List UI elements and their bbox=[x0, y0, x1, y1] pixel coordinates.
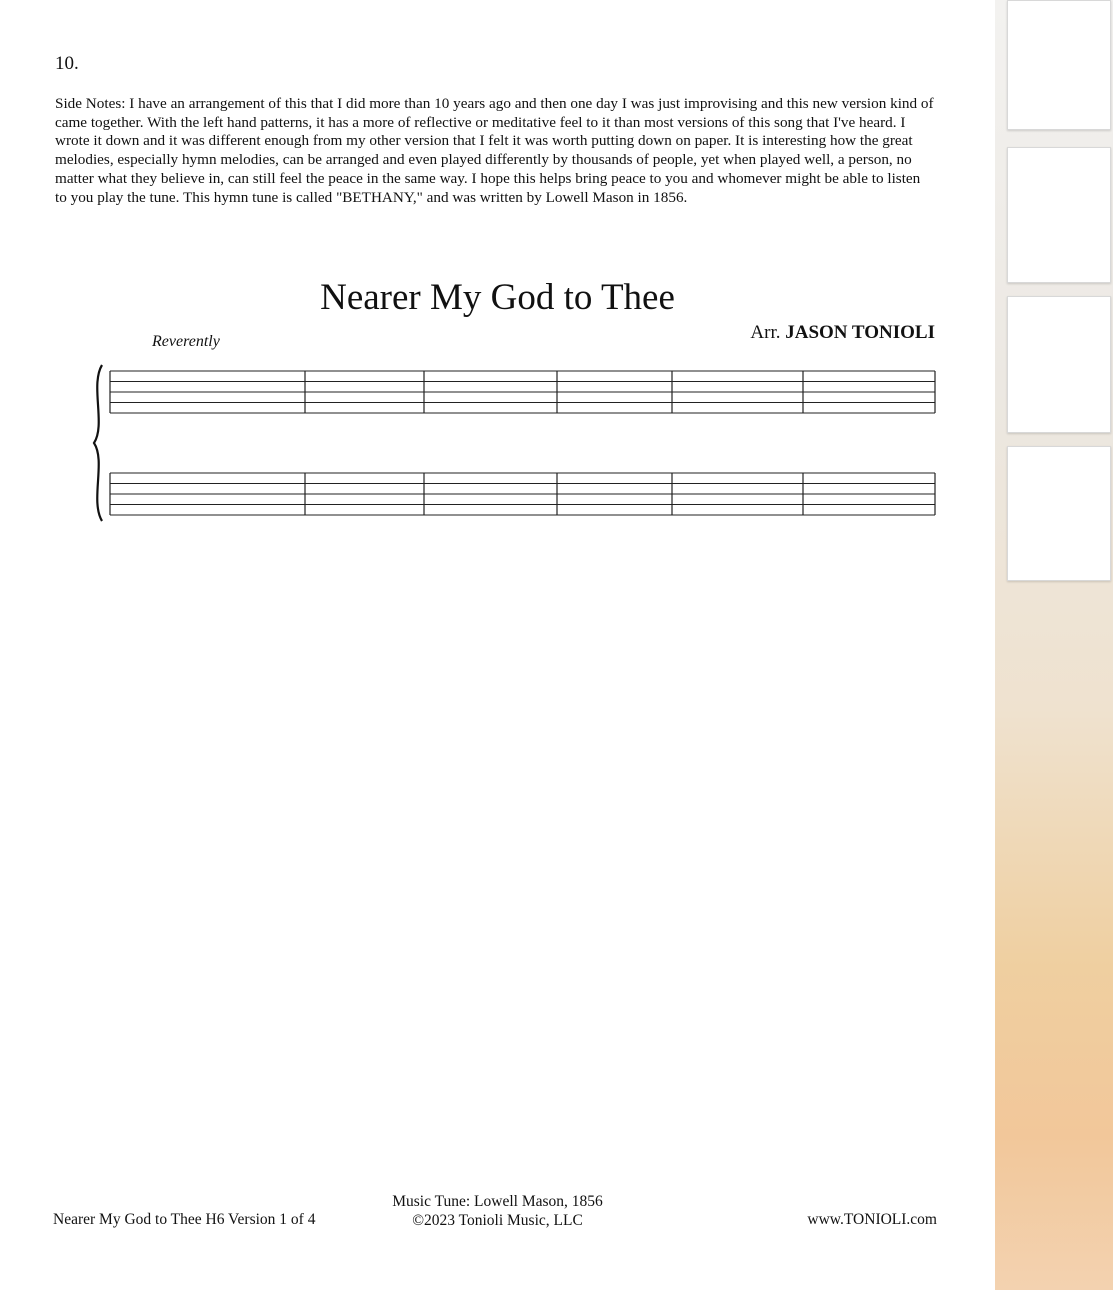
footer-left: Nearer My God to Thee H6 Version 1 of 4 bbox=[53, 1211, 316, 1228]
page-thumbnail-2[interactable] bbox=[1007, 147, 1111, 283]
page-thumbnail-4[interactable] bbox=[1007, 446, 1111, 581]
side-notes: Side Notes: I have an arrangement of this that I did more than 10 years ago and then one day I was just improvising and this new version kind of came together. With the left hand patterns, it has a more of reflective or meditative feel to it than most versions of this song that I've heard. I wrote it down and it was different enough from my other version that I felt it was worth putting down on paper. It is interesting how the great melodies, especially hymn melodies, can be arranged and even played differently by thousands of people, yet when played well, a person, no matter what they believe in, can still feel the peace in the same way. I hope this helps bring peace to you and whomever might be able to listen to you play the tune. This hymn tune is called "BETHANY," and was written by Lowell Mason in 1856. bbox=[55, 95, 934, 206]
page-number: 10. bbox=[55, 53, 79, 74]
page-thumbnail-3[interactable] bbox=[1007, 296, 1111, 433]
tempo-marking: Reverently bbox=[152, 333, 220, 350]
page-thumbnail-1[interactable] bbox=[1007, 0, 1111, 130]
arranger: Arr. JASON TONIOLI bbox=[750, 322, 935, 343]
song-title: Nearer My God to Thee bbox=[320, 277, 675, 318]
bass-staff bbox=[110, 473, 935, 515]
footer-tune-credit: Music Tune: Lowell Mason, 1856 bbox=[392, 1193, 603, 1210]
footer-website: www.TONIOLI.com bbox=[807, 1211, 937, 1228]
treble-staff bbox=[110, 371, 935, 413]
system-brace bbox=[94, 365, 102, 521]
footer-copyright: ©2023 Tonioli Music, LLC bbox=[412, 1212, 583, 1229]
